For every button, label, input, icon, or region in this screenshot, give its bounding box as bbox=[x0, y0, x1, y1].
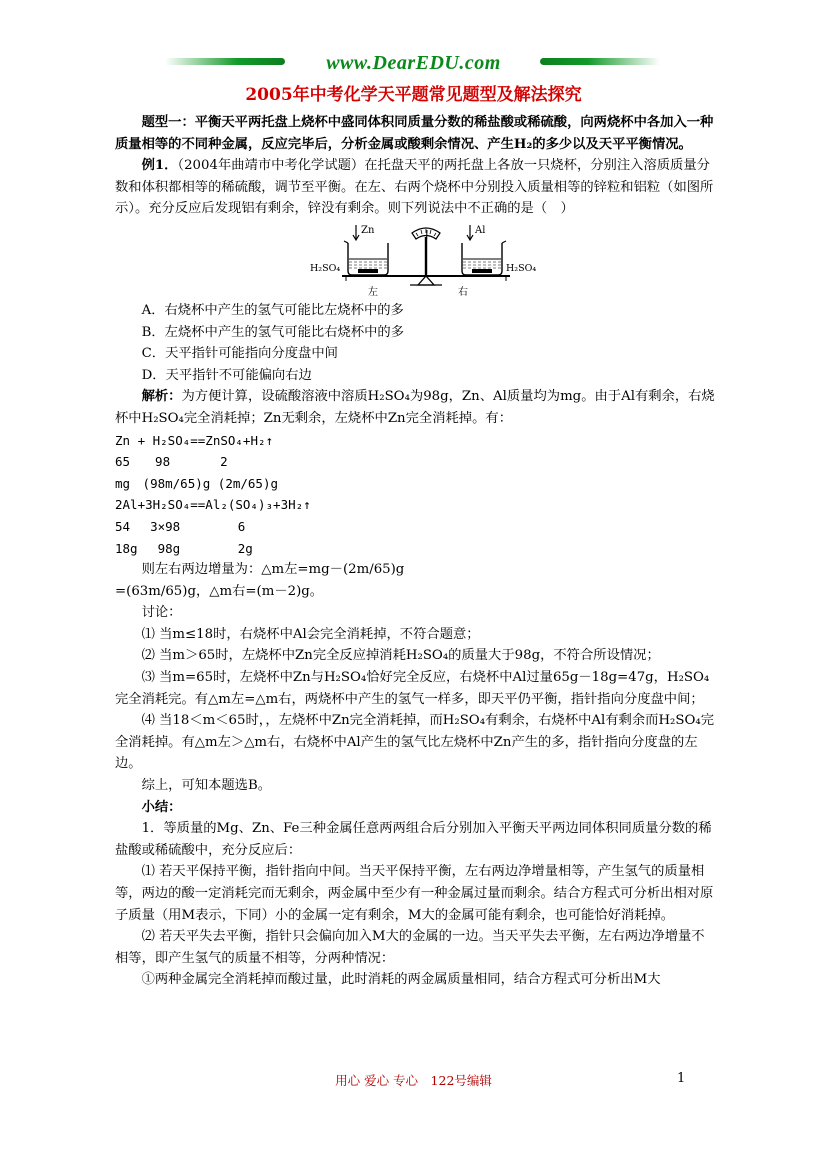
equation-line-3: mg (98m/65)g (2m/65)g bbox=[115, 475, 279, 491]
equation-line-2: 65 98 2 bbox=[115, 454, 228, 470]
balance-figure bbox=[115, 221, 715, 299]
example-text: （2004年曲靖市中考化学试题）在托盘天平的两托盘上各放一只烧杯，分别注入溶质质量分数和体积都相等的稀硫酸，调节至平衡。在左、右两个烧杯中分别投入质量相等的锌粒和铝粒（如图所示）。充分反应后发现铝有剩余，锌没有剩余。则下列说法中不正确的是（ ） bbox=[115, 158, 714, 217]
example-label: 例1． bbox=[141, 158, 178, 174]
discussion-conclusion: 综上，可知本题选B。 bbox=[141, 778, 272, 794]
site-header[interactable]: www.DearEDU.com bbox=[326, 52, 501, 74]
equation-line-6: 18g 98g 2g bbox=[115, 540, 253, 556]
discussion-item-4: ⑷ 当18＜m＜65时，，左烧杯中Zn完全消耗掉，而H₂SO₄有剩余，右烧杯中Al有剩余而H₂SO₄完全消耗掉。有△m左＞△m右，右烧杯中Al产生的氢气比左烧杯中Zn产生的多，指针指向分度盘的左边。 bbox=[115, 713, 715, 772]
document-title: 2005年中考化学天平题常见题型及解法探究 bbox=[245, 85, 582, 105]
example-1 bbox=[115, 155, 715, 220]
summary-item-4: ①两种金属完全消耗掉而酸过量，此时消耗的两金属质量相同，结合方程式可分析出M大 bbox=[141, 972, 661, 988]
balance-dial bbox=[412, 228, 440, 276]
right-label: 右 bbox=[458, 286, 468, 298]
left-label: 左 bbox=[368, 286, 378, 298]
zn-label: Zn bbox=[361, 224, 375, 236]
discussion-label: 讨论： bbox=[141, 605, 182, 621]
analysis-text: 为方便计算，设硫酸溶液中溶质H₂SO₄为98g，Zn、Al质量均为mg。由于Al有剩余，右烧杯中H₂SO₄完全消耗掉；Zn无剩余，左烧杯中Zn完全消耗掉。有： bbox=[115, 389, 715, 426]
summary-item-3: ⑵ 若天平失去平衡，指针只会偏向加入M大的金属的一边。当天平失去平衡，左右两边净增量不相等，即产生氢气的质量不相等，分两种情况： bbox=[115, 929, 705, 966]
equation-line-5: 54 3×98 6 bbox=[115, 518, 246, 534]
increase-line-2: =(63m/65)g，△m右=(m－2)g。 bbox=[115, 583, 324, 599]
discussion-item-2: ⑵ 当m＞65时，左烧杯中Zn完全反应掉消耗H₂SO₄的质量大于98g，不符合所设情况； bbox=[141, 648, 660, 664]
analysis-label: 解析： bbox=[141, 389, 182, 405]
balance-base bbox=[418, 276, 434, 285]
page-number: 1 bbox=[677, 1071, 686, 1086]
document-body bbox=[115, 112, 715, 991]
analysis bbox=[115, 386, 715, 429]
discussion-item-1: ⑴ 当m≤18时，右烧杯中Al会完全消耗掉，不符合题意； bbox=[141, 626, 480, 642]
acid-left-label: H₂SO₄ bbox=[310, 262, 341, 274]
summary-item-1: 1．等质量的Mg、Zn、Fe三种金属任意两两组合后分别加入平衡天平两边同体积同质量分数的稀盐酸或稀硫酸中，充分反应后： bbox=[115, 821, 712, 858]
footer-slogan: 用心 爱心 专心 122号编辑 bbox=[335, 1073, 492, 1088]
equation-line-4: 2Al+3H₂SO₄==Al₂(SO₄)₃+3H₂↑ bbox=[115, 497, 311, 513]
increase-line-1: 则左右两边增量为：△m左=mg－(2m/65)g bbox=[141, 562, 405, 578]
type1-heading: 题型一：平衡天平两托盘上烧杯中盛同体积同质量分数的稀盐酸或稀硫酸，向两烧杯中各加入一种质量相等的不同种金属，反应完毕后，分析金属或酸剩余情况、产生H₂的多少以及天平平衡情况。 bbox=[115, 115, 714, 152]
option-b: B．左烧杯中产生的氢气可能比右烧杯中的多 bbox=[141, 324, 405, 340]
zn-arrow-icon bbox=[353, 225, 359, 240]
summary-item-2: ⑴ 若天平保持平衡，指针指向中间。当天平保持平衡，左右两边净增量相等，产生氢气的质量相等，两边的酸一定消耗完而无剩余，两金属中至少有一种金属过量而剩余。结合方程式可分析出相对原子质量（用M表示，下同）小的金属一定有剩余，M大的金属可能有剩余，也可能恰好消耗掉。 bbox=[115, 864, 714, 923]
option-c: C．天平指针可能指向分度盘中间 bbox=[141, 346, 338, 362]
discussion-item-3: ⑶ 当m=65时，左烧杯中Zn与H₂SO₄恰好完全反应，右烧杯中Al过量65g－18g=47g，H₂SO₄完全消耗完。有△m左=△m右，两烧杯中产生的氢气一样多，即天平仍平衡，指针指向分度盘中间； bbox=[115, 670, 710, 707]
balance-diagram bbox=[310, 221, 540, 299]
summary-label: 小结： bbox=[141, 799, 182, 815]
al-label: Al bbox=[475, 224, 486, 236]
left-beaker bbox=[344, 241, 388, 275]
option-d: D．天平指针不可能偏向右边 bbox=[141, 367, 312, 383]
right-beaker bbox=[462, 241, 506, 275]
option-a: A．右烧杯中产生的氢气可能比左烧杯中的多 bbox=[141, 302, 404, 318]
al-arrow-icon bbox=[467, 225, 473, 240]
acid-right-label: H₂SO₄ bbox=[506, 262, 537, 274]
equation-line-1: Zn + H₂SO₄==ZnSO₄+H₂↑ bbox=[115, 432, 274, 448]
site-header-line-right bbox=[540, 58, 660, 65]
